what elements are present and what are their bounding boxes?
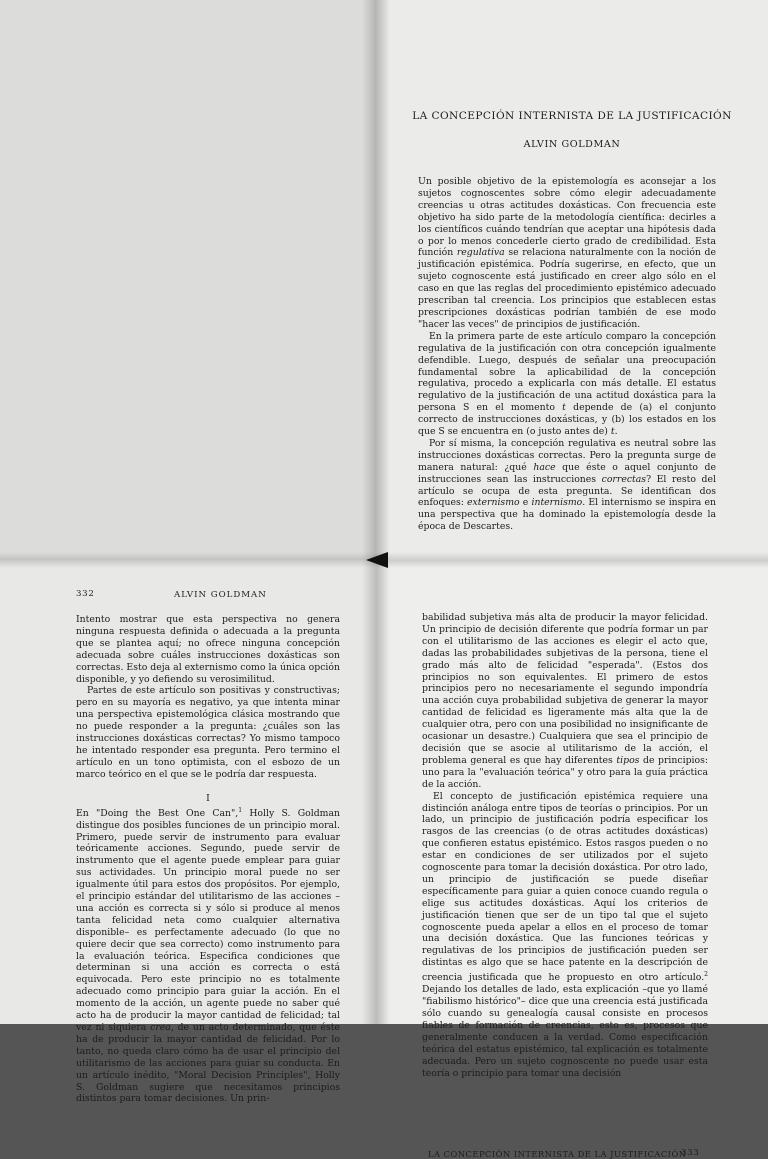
running-head: LA CONCEPCIÓN INTERNISTA DE LA JUSTIFICACIÓN	[428, 1149, 687, 1159]
paragraph: Un posible objetivo de la epistemología es aconsejar a los sujetos cognoscentes sobre cómo elegir adecuadamente creencias u otras actitudes doxásticas. Con frecuencia este objetivo ha sido parte de la metodología científica: decirles a los científicos cuándo tendrían que aceptar una hipótesis dada o por lo menos concederle cierto grado de credibilidad. Esta función regulativa se relaciona naturalmente con la noción de justificación epistémica. Podría sugerirse, en efecto, que un sujeto cognoscente está justificado en creer algo sólo en el caso en que las reglas del procedimiento epistémico adecuado prescriban tal creencia. Los principios que establecen estas prescripciones doxásticas podrían también de ese modo "hacer las veces" de principios de justificación.	[418, 176, 716, 330]
paragraph: babilidad subjetiva más alta de producir la mayor felicidad. Un principio de decisión diferente que podría formar un par con el utilitarismo de las acciones es elegir el acto que, dadas las probabilidades subjetivas de la persona, tiene el grado más alto de felicidad "esperada". (Estos dos principios no son equivalentes. El primero de estos principios pero no necesariamente el segundo impondría una acción cuya probabilidad subjetiva de generar la mayor cantidad de felicidad es ligeramente más alta que la de cualquier otra, pero con una posibilidad no insignificante de ocasionar un desastre.) Cualquiera que sea el principio de decisión que se asocie al utilitarismo de la acción, el problema general es que hay diferentes tipos de principios: uno para la "evaluación teórica" y otro para la guía práctica de la acción.	[422, 612, 708, 790]
page-number: 333	[681, 1148, 700, 1158]
paragraph: Por sí misma, la concepción regulativa es neutral sobre las instrucciones doxásticas correctas. Pero la pregunta surge de manera natural: ¿qué hace que éste o aquel conjunto de instrucciones sean las instrucciones correctas? El resto del artículo se ocupa de esta pregunta. Se identifican dos enfoques: externismo e internismo. El internismo se inspira en una perspectiva que ha dominado la epistemología desde la época de Descartes.	[418, 437, 716, 533]
article-intro-body	[418, 176, 716, 533]
gutter-shadow	[376, 560, 390, 1024]
paragraph: En la primera parte de este artículo comparo la concepción regulativa de la justificación con otra concepción igualmente defendible. Luego, después de señalar una preocupación fundamental sobre la aplicabilidad de la concepción regulativa, procedo a explicarla con más detalle. El estatus regulativo de la justificación de una actitud doxástica para la persona S en el momento t depende de (a) el conjunto correcto de instrucciones doxásticas, y (b) los estados en los que S se encuentra en (o justo antes de) t.	[418, 330, 716, 438]
gutter-shadow	[362, 560, 376, 1024]
article-author: ALVIN GOLDMAN	[523, 139, 621, 150]
gutter-shadow	[362, 0, 376, 560]
paragraph: El concepto de justificación epistémica requiere una distinción análoga entre tipos de teorías o principios. Por un lado, un principio de justificación podría especificar los rasgos de las creencias (o de otras actitudes doxásticas) que confieren estatus epistémico. Estos rasgos pueden o no estar en condiciones de ser utilizados por el sujeto cognoscente para tomar la decisión doxástica. Por otro lado, un principio de justificación se puede diseñar específicamente para guiar a quien conoce cuando regula o elige sus actitudes doxásticas. Aquí los criterios de justificación tienen que ser de un tipo tal que el sujeto cognoscente pueda apelar a ellos en el proceso de tomar una decisión doxástica. Que las funciones teóricas y regulativas de los principios de justificación pueden ser distintas es algo que se hace patente en la descripción de creencia justificada que he propuesto en otro artículo.$^2$ Dejando los detalles de lado, esta explicación –que yo llamé "fiabilismo histórico"– dice que una creencia está justificada sólo cuando su genealogía causal consiste en procesos fiables de formación de creencias, esto es, procesos que generalmente conducen a la verdad. Como especificación teórica del estatus epistémico, tal explicación es totalmente adecuada. Pero un sujeto cognoscente no puede usar esta teoría o principio para tomar una decisión	[422, 790, 708, 1079]
footnote-marker: 1	[238, 806, 243, 814]
page-333-body	[422, 612, 708, 1079]
paragraph: Intento mostrar que esta perspectiva no genera ninguna respuesta definida o adecuada a la pregunta que se plantea aquí; no ofrece ninguna concepción adecuada sobre cuáles instrucciones doxásticas son correctas. Esto deja al externismo como la única opción disponible, y yo defiendo su verosimilitud.	[76, 614, 340, 685]
fold-shadow	[0, 552, 376, 560]
gutter-shadow	[376, 0, 390, 560]
page-number: 332	[76, 589, 95, 599]
paragraph: En "Doing the Best One Can",$^1$ Holly S. Goldman distingue dos posibles funciones de un principio moral. Primero, puede servir de instrumento para evaluar teóricamente acciones. Segundo, puede servir de instrumento que el agente puede emplear para guiar sus actividades. Un principio moral puede no ser igualmente útil para estos dos propósitos. Por ejemplo, el principio estándar del utilitarismo de las acciones –una acción es correcta si y sólo si produce al menos tanta felicidad neta como cualquier alternativa disponible– es perfectamente adecuado (lo que no quiere decir que sea correcto) como instrumento para la evaluación teórica. Especifica condiciones que determinan si una acción es correcta o está equivocada. Pero este principio no es totalmente adecuado como principio para guiar la acción. En el momento de la acción, un agente puede no saber qué acto ha de producir la mayor cantidad de felicidad; tal vez ni siquiera crea, de un acto determinado, que éste ha de producir la mayor cantidad de felicidad. Por lo tanto, no queda claro cómo ha de usar el principio del utilitarismo de las acciones para guiar su conducta. En un artículo inédito, "Moral Decision Principles", Holly S. Goldman sugiere que necesitamos principios distintos para tomar decisiones. Un prin-	[76, 806, 340, 1105]
fold-shadow	[376, 552, 768, 560]
fold-shadow	[0, 560, 376, 568]
fold-shadow	[376, 560, 768, 568]
section-numeral: I	[206, 792, 210, 804]
page-332-body	[76, 614, 340, 1105]
blank-page-top-left	[0, 0, 376, 560]
paragraph: Partes de este artículo son positivas y constructivas; pero en su mayoría es negativo, ya que intenta minar una perspectiva epistemológica clásica mostrando que no puede responder a la pregunta: ¿cuáles son las instrucciones doxásticas correctas? Yo mismo tampoco he intentado responder esa pregunta. Pero termino el artículo en un tono optimista, con el esbozo de un marco teórico en el que se le podría dar respuesta.	[76, 685, 340, 780]
running-head: ALVIN GOLDMAN	[174, 590, 267, 600]
article-first-page	[376, 0, 768, 560]
footnote-marker: 2	[704, 971, 708, 979]
article-title: LA CONCEPCIÓN INTERNISTA DE LA JUSTIFICACIÓN	[412, 110, 732, 122]
